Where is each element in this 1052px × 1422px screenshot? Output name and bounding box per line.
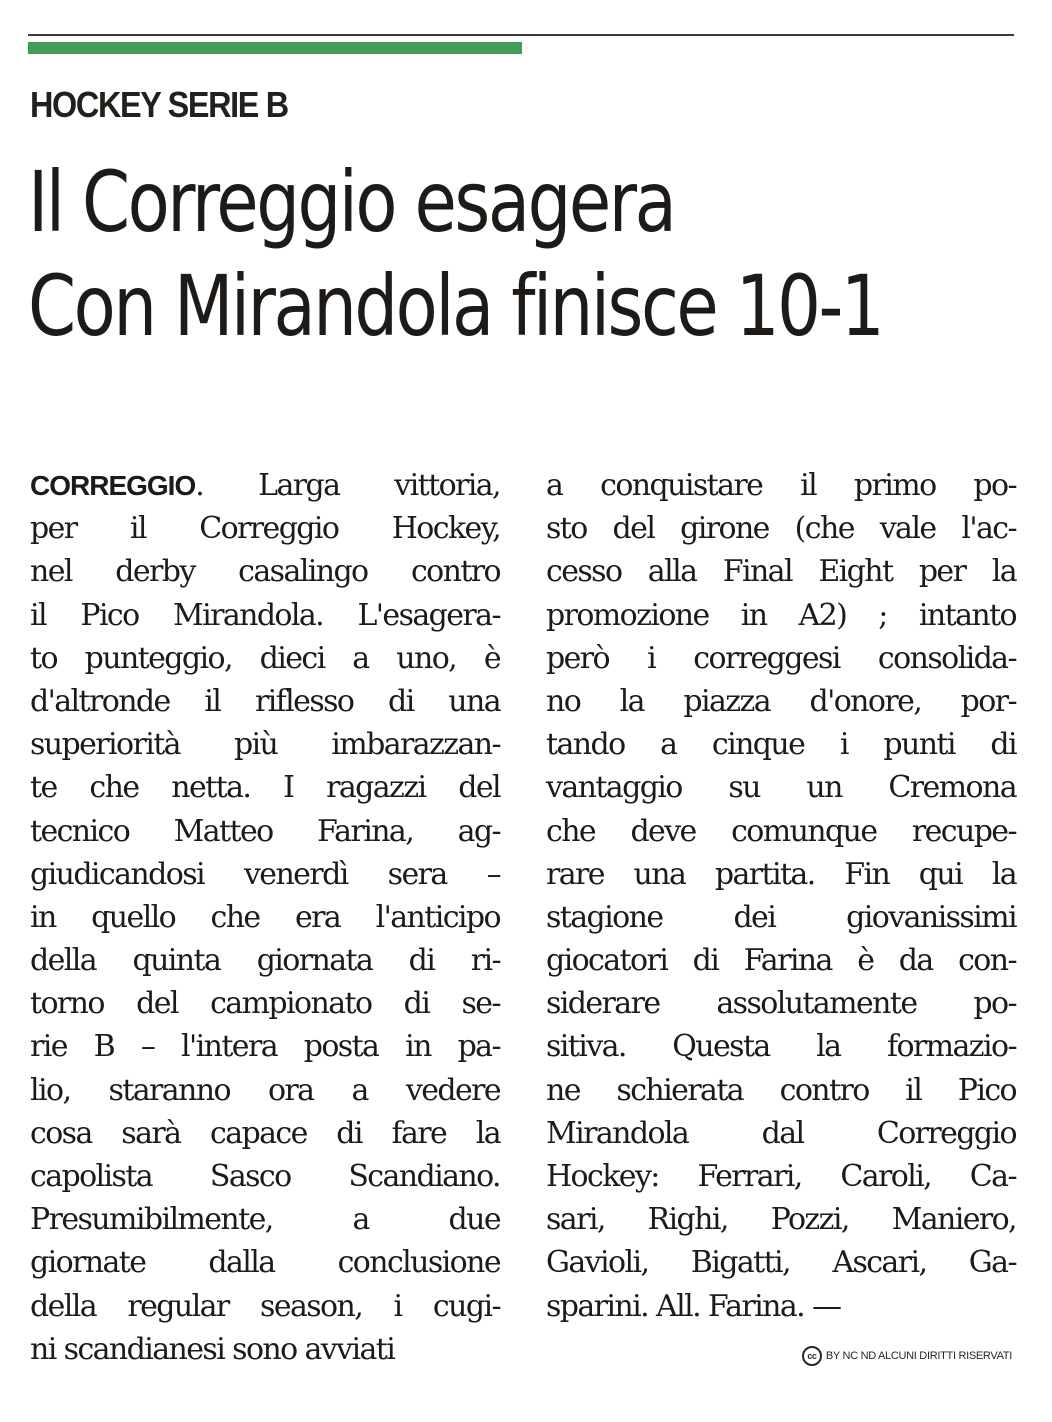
license-text: BY NC ND ALCUNI DIRITTI RISERVATI bbox=[825, 1350, 1012, 1362]
body-line: Mirandola dal Correggio bbox=[546, 1115, 1016, 1151]
top-rule bbox=[28, 34, 1014, 36]
body-line: il Pico Mirandola. L'esagera- bbox=[30, 597, 500, 633]
creative-commons-icon: cc bbox=[802, 1346, 822, 1366]
body-line: giudicandosi venerdì sera – bbox=[30, 856, 500, 892]
body-line: Hockey: Ferrari, Caroli, Ca- bbox=[546, 1159, 1016, 1194]
body-line: giornate dalla conclusione bbox=[30, 1245, 500, 1281]
body-line: in quello che era l'anticipo bbox=[30, 899, 500, 935]
body-line: promozione in A2) ; intanto bbox=[546, 597, 1016, 633]
body-line: stagione dei giovanissimi bbox=[546, 899, 1016, 935]
body-line: ni scandianesi sono avviati bbox=[30, 1331, 395, 1367]
body-line bbox=[30, 464, 500, 507]
body-line: to punteggio, dieci a uno, è bbox=[30, 640, 500, 676]
body-line: giocatori di Farina è da con- bbox=[546, 943, 1016, 979]
dateline: CORREGGIO bbox=[30, 470, 196, 501]
body-line: superiorità più imbarazzan- bbox=[30, 727, 500, 763]
body-line: sparini. All. Farina. — bbox=[546, 1288, 841, 1324]
headline bbox=[28, 150, 882, 358]
body-line: rare una partita. Fin qui la bbox=[546, 856, 1016, 892]
body-line: torno del campionato di se- bbox=[30, 986, 500, 1022]
body-line: della quinta giornata di ri- bbox=[30, 943, 500, 979]
body-line: ne schierata contro il Pico bbox=[546, 1072, 1016, 1108]
body-line: sto del girone (che vale l'ac- bbox=[546, 511, 1016, 547]
article-column-left bbox=[30, 464, 500, 1371]
body-line: cesso alla Final Eight per la bbox=[546, 554, 1016, 590]
body-line: sitiva. Questa la formazio- bbox=[546, 1029, 1016, 1065]
body-line: però i correggesi consolida- bbox=[546, 640, 1016, 676]
body-line: capolista Sasco Scandiano. bbox=[30, 1159, 500, 1194]
headline-line: Con Mirandola finisce 10-1 bbox=[28, 257, 883, 355]
left-column-lines bbox=[30, 507, 500, 1371]
body-line: rie B – l'intera posta in pa- bbox=[30, 1029, 500, 1065]
article-column-right bbox=[546, 464, 1016, 1328]
body-text: . Larga vittoria, bbox=[195, 468, 500, 503]
body-line: d'altronde il riflesso di una bbox=[30, 683, 500, 719]
body-line: Gavioli, Bigatti, Ascari, Ga- bbox=[546, 1245, 1016, 1281]
body-line: vantaggio su un Cremona bbox=[546, 770, 1016, 806]
body-line: lio, staranno ora a vedere bbox=[30, 1072, 500, 1108]
body-line: sari, Righi, Pozzi, Maniero, bbox=[546, 1202, 1016, 1238]
body-line: tecnico Matteo Farina, ag- bbox=[30, 813, 500, 849]
right-column-lines bbox=[546, 464, 1016, 1328]
body-line: per il Correggio Hockey, bbox=[30, 511, 500, 547]
body-line: che deve comunque recupe- bbox=[546, 813, 1016, 849]
body-line: cosa sarà capace di fare la bbox=[30, 1115, 500, 1151]
body-line: tando a cinque i punti di bbox=[546, 727, 1016, 763]
body-line: siderare assolutamente po- bbox=[546, 986, 1016, 1022]
headline-line: Il Correggio esagera bbox=[28, 153, 675, 251]
body-line: della regular season, i cugi- bbox=[30, 1288, 500, 1324]
body-line: no la piazza d'onore, por- bbox=[546, 683, 1016, 719]
body-line: nel derby casalingo contro bbox=[30, 554, 500, 590]
body-line: a conquistare il primo po- bbox=[546, 468, 1016, 503]
body-line: Presumibilmente, a due bbox=[30, 1202, 500, 1238]
section-kicker: HOCKEY SERIE B bbox=[30, 84, 288, 125]
license-notice bbox=[802, 1346, 1012, 1366]
body-line: te che netta. I ragazzi del bbox=[30, 770, 500, 806]
section-accent-bar bbox=[28, 42, 522, 54]
